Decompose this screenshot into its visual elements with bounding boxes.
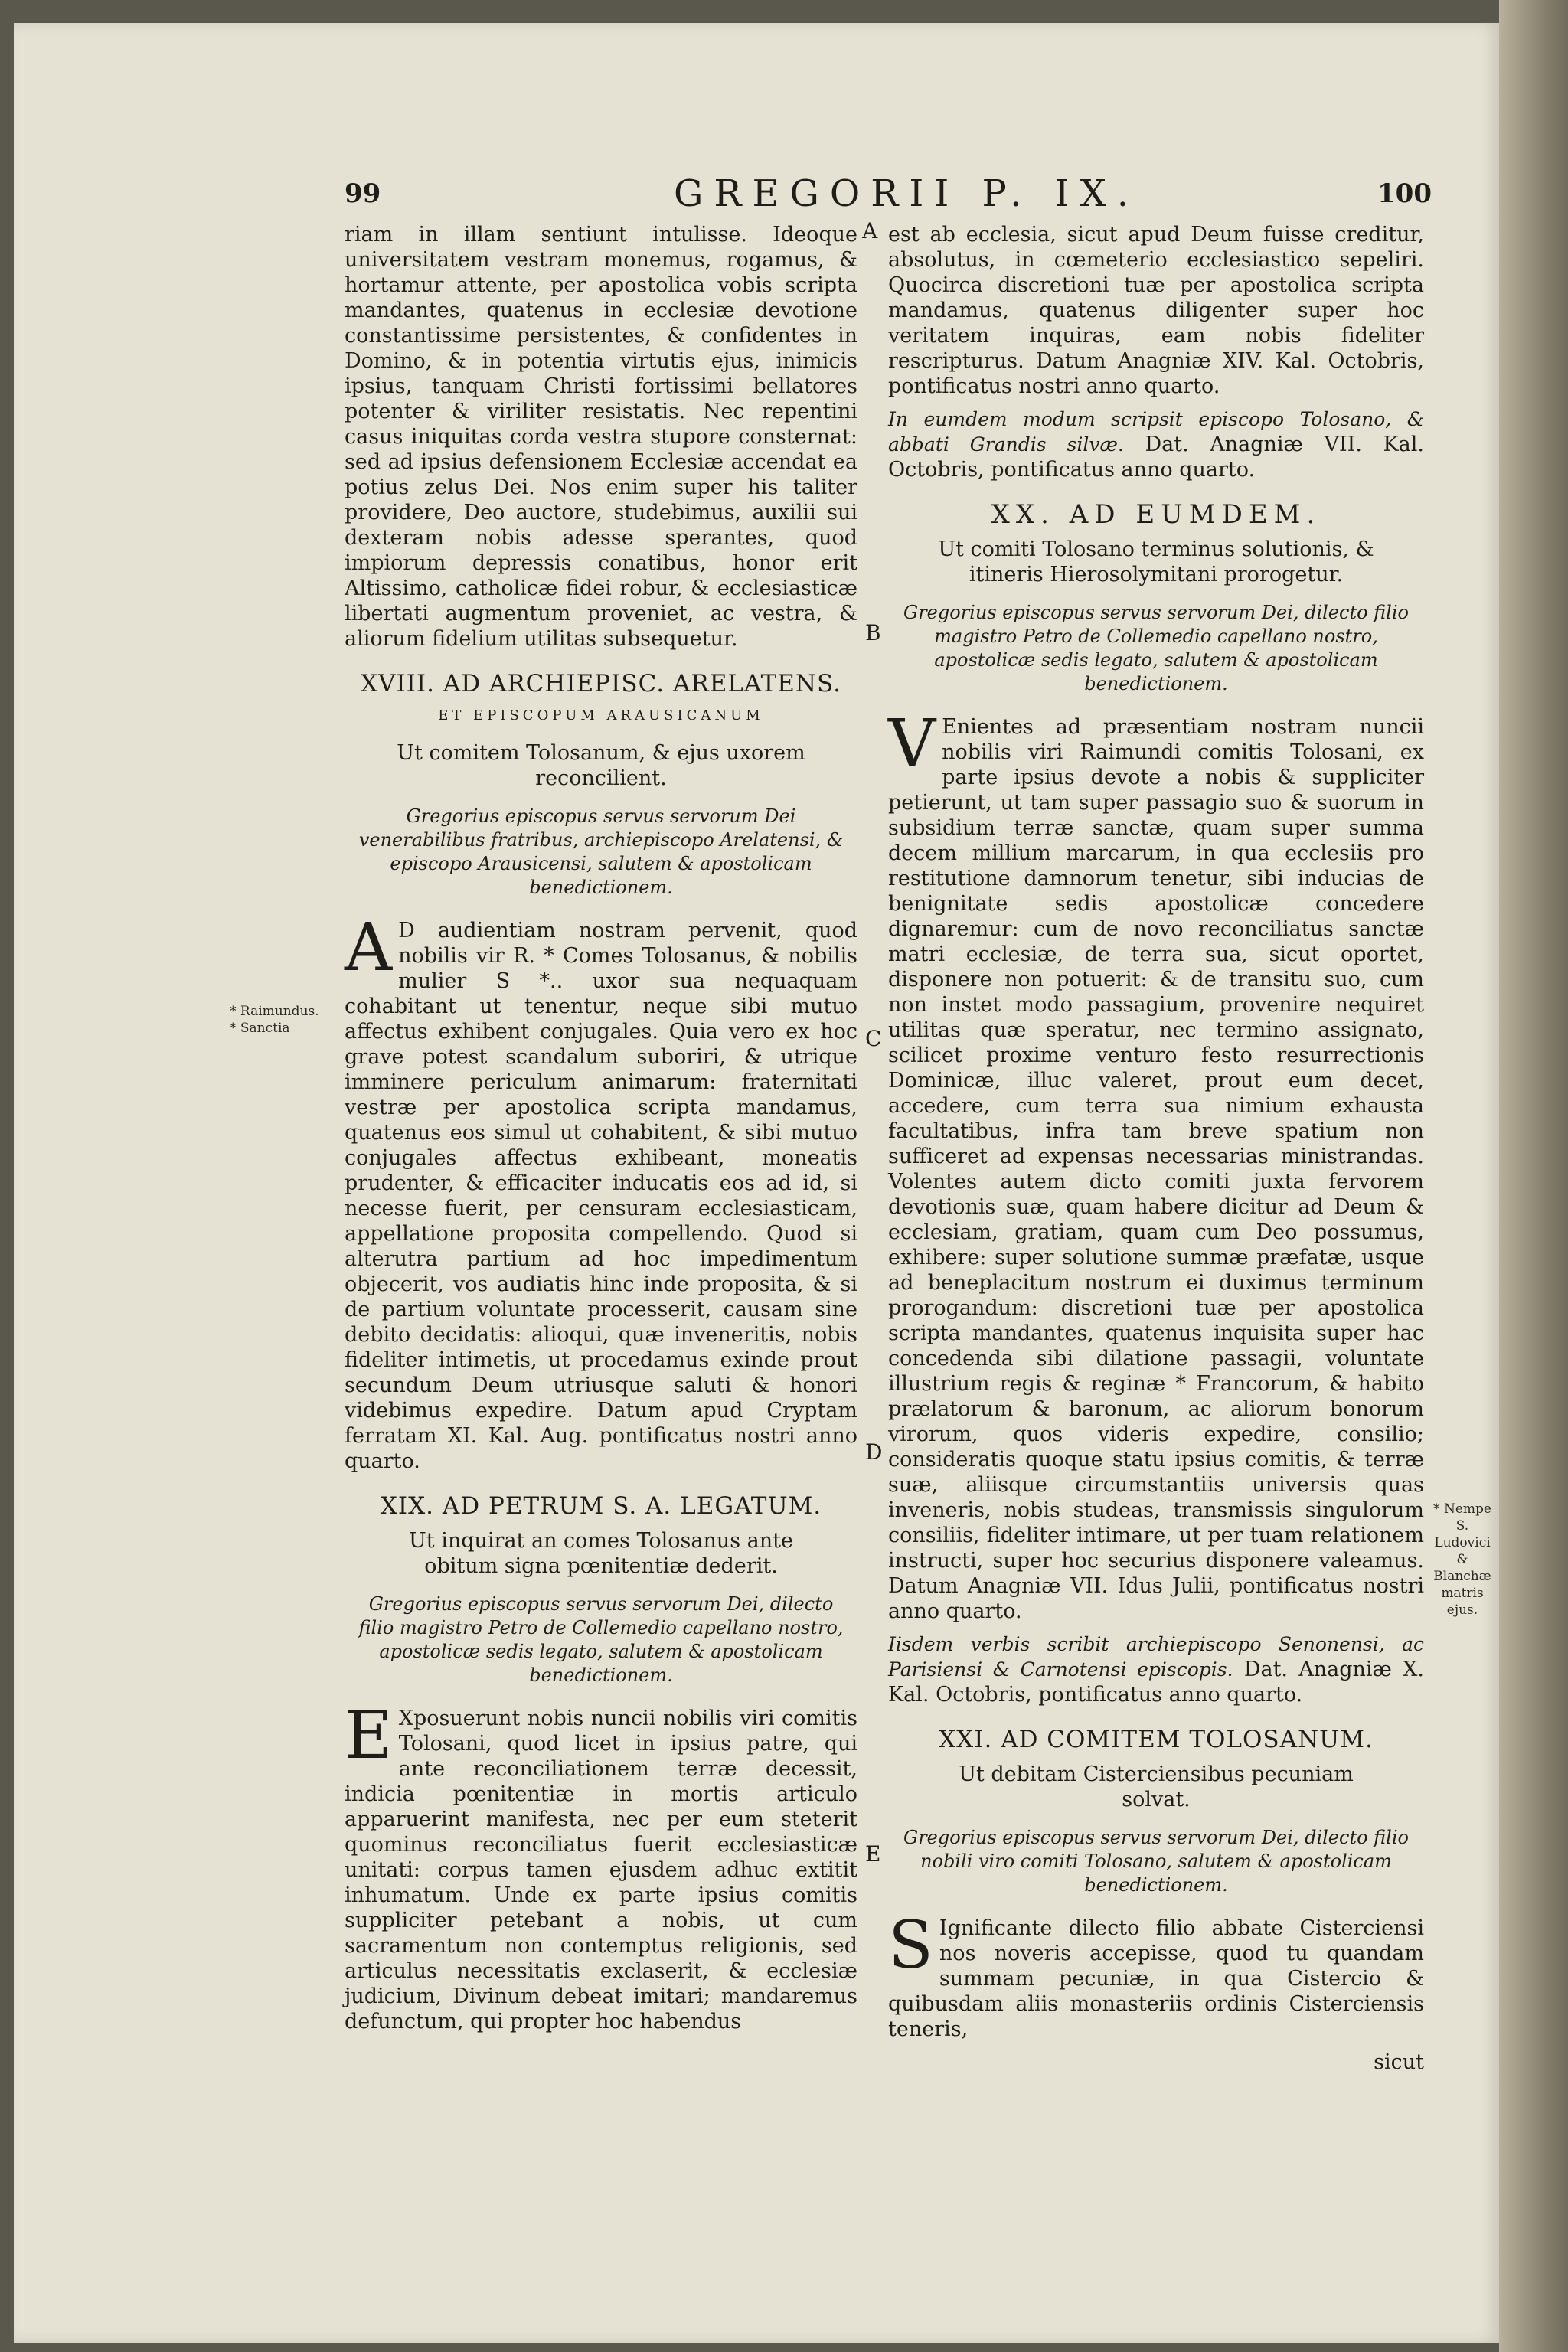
sec19-body (345, 1697, 858, 2034)
sec20-heading: XX. AD EUMDEM. (991, 499, 1321, 530)
sec18-body-text: D audientiam nostram pervenit, quod nobilis vir R. * Comes Tolosanus, & nobilis mulier S *.. uxor sua nequaquam cohabitant ut tenentur, neque sibi mutuo affectus exhibent conjugales. Quia vero ex hoc grave potest scandalum suboriri, & utrique imminere periculum animarum: fraternitati vestræ per apostolica scripta mandamus, quatenus eos simul ut cohabitent, & sibi mutuo conjugales affectus exhibeant, moneatis prudenter, & efficaciter inducatis eos ad id, si necesse fuerit, per censuram ecclesiasticam, appellatione proposita compellendo. Quod si alterutra partium ad hoc impedimentum objecerit, vos audiatis hinc inde proposita, & si de partium voluntate processerit, causam sine debito decidatis: alioqui, quæ inveneritis, nobis fideliter intimetis, ut procedamus exinde prout secundum Deum utriusque saluti & honori videbimus expedire. Datum apud Cryptam ferratam XI. Kal. Aug. pontificatus nostri anno quarto. (345, 919, 858, 1473)
sec18-summary: Ut comitem Tolosanum, & ejus uxorem reconcilient. (397, 741, 805, 790)
right-intro-italic: In eumdem modum scripsit episcopo Tolosano, & abbati Grandis silvæ. (888, 408, 1424, 456)
right-intro-tail: Dat. Anagniæ VII. Kal. Octobris, pontificatus anno quarto. (888, 433, 1424, 482)
sec21-body (888, 1907, 1424, 2042)
sec18-salutation: Gregorius episcopus servus servorum Dei venerabilibus fratribus, archiepiscopo Arelatensi, & episcopo Arausicensi, salutem & apostolicam benedictionem. (358, 805, 844, 898)
margin-note-raimundus: * Raimundus. (230, 1004, 319, 1019)
right-column (888, 222, 1424, 2075)
sec21-body-text: Ignificante dilecto filio abbate Cisterciensi nos noveris accepisse, quod tu quandam summam pecuniæ, in qua Cistercio & quibusdam aliis monasteriis ordinis Cisterciensis teneris, (888, 1916, 1424, 2041)
margin-note-sanctia: * Sanctia (230, 1021, 290, 1036)
sec20-tail-italic: Iisdem verbis scribit archiepiscopo Senonensi, ac Parisiensi & Carnotensi episcopis. (888, 1633, 1424, 1681)
sec19-heading: XIX. AD PETRUM S. A. LEGATUM. (380, 1492, 822, 1520)
sec18-heading: XVIII. AD ARCHIEPISC. ARELATENS. (360, 670, 842, 697)
sec18-body (345, 910, 858, 1474)
margin-note-left (230, 1003, 345, 1037)
right-intro-note (888, 407, 1424, 482)
sec19-salutation: Gregorius episcopus servus servorum Dei, dilecto filio magistro Petro de Collemedio capellano nostro, apostolicæ sedis legato, salutem & apostolicam benedictionem. (358, 1593, 844, 1686)
margin-note-right: * Nempe S. Ludovici & Blanchæ matris ejus. (1433, 1501, 1491, 1618)
sec21-heading: XXI. AD COMITEM TOLOSANUM. (939, 1726, 1374, 1753)
sec20-salutation: Gregorius episcopus servus servorum Dei, dilecto filio magistro Petro de Collemedio capellano nostro, apostolicæ sedis legato, salutem & apostolicam benedictionem. (903, 602, 1409, 694)
sec19-dropcap: E (345, 1697, 393, 1774)
sec19-summary: Ut inquirat an comes Tolosanus ante obitum signa pœnitentiæ dederit. (409, 1529, 793, 1578)
left-column (345, 222, 858, 2042)
sec19-body-text: Xposuerunt nobis nuncii nobilis viri comitis Tolosani, quod licet in ipsius patre, qui ante reconciliationem terræ decessit, indicia pœnitentiæ in mortis articulo apparuerint manifesta, nec per eum steterit quominus reconciliatus fuerit ecclesiasticæ unitati: corpus tamen ejusdem adhuc extitit inhumatum. Unde ex parte ipsius comitis suppliciter petebant a nobis, ut cum sacramentum non contemptus religionis, sed articulus necessitatis exclaserit, & ecclesiæ judicium, Divinum debeat imitari; mandaremus defunctum, qui propter hoc habendus (345, 1707, 858, 2034)
section-mark-e: E (865, 1841, 881, 1867)
sec20-body (888, 706, 1424, 1624)
folio-left: 99 (345, 178, 381, 209)
catchword: sicut (1374, 2050, 1424, 2074)
section-mark-b: B (865, 620, 881, 645)
right-intro-paragraph: est ab ecclesia, sicut apud Deum fuisse creditur, absolutus, in cœmeterio ecclesiastico sepeliri. Quocirca discretioni tuæ per apostolica scripta mandamus, quatenus diligenter super hoc veritatem inquiras, eam nobis fideliter rescripturus. Datum Anagniæ XIV. Kal. Octobris, pontificatus nostri anno quarto. (888, 223, 1424, 398)
folio-right: 100 (1377, 178, 1432, 209)
sec20-summary: Ut comiti Tolosano terminus solutionis, & itineris Hierosolymitani prorogetur. (938, 537, 1374, 586)
sec20-dropcap: V (888, 706, 936, 782)
sec18-subheading: ET EPISCOPUM ARAUSICANUM (438, 707, 764, 724)
sec21-dropcap: S (888, 1907, 933, 1984)
sec18-dropcap: A (345, 910, 393, 986)
section-mark-a: A (862, 218, 878, 243)
page-edge (1499, 0, 1568, 2352)
sec21-summary: Ut debitam Cisterciensibus pecuniam solvat. (959, 1762, 1354, 1811)
left-intro-paragraph: riam in illam sentiunt intulisse. Ideoque universitatem vestram monemus, rogamus, & hortamur attente, per apostolica vobis scripta mandantes, quatenus in ecclesiæ devotione constantissime persistentes, & confidentes in Domino, & in potentia virtutis ejus, inimicis ipsius, tanquam Christi fortissimi bellatores potenter & viriliter resistatis. Nec repentini casus iniquitas corda vestra stupore consternat: sed ad ipsius defensionem Ecclesiæ accendat ea potius zelus Dei. Nos enim super his taliter providere, Deo auctore, studebimus, auxilii sui dexteram nobis adesse sperantes, quod impiorum depressis conatibus, honor erit Altissimo, catholicæ fidei robur, & ecclesiasticæ libertati augmentum proveniet, ac vestra, & aliorum fidelium utilitas subsequetur. (345, 223, 858, 651)
sec21-salutation: Gregorius episcopus servus servorum Dei, dilecto filio nobili viro comiti Tolosano, salutem & apostolicam benedictionem. (903, 1827, 1409, 1896)
sec20-tail: Dat. Anagniæ X. Kal. Octobris, pontificatus anno quarto. (888, 1658, 1424, 1707)
sec20-body-text: Enientes ad præsentiam nostram nuncii nobilis viri Raimundi comitis Tolosani, ex parte ipsius devote a nobis & suppliciter petierunt, ut tam super passagio suo & suorum in subsidium terræ sanctæ, quam super summa decem millium marcarum, in qua ecclesiis pro restitutione damnorum tenetur, sibi inducias de benignitate sedis apostolicæ concedere dignaremur: cum de novo reconciliatus sanctæ matri ecclesiæ, de terra sua, sicut oportet, disponere non potuerit: & de transitu suo, cum non instet modo passagium, provenire nequiret utilitas quæ speratur, nec termino assignato, scilicet proxime venturo festo resurrectionis Dominicæ, illuc valeret, prout eum decet, accedere, cum terra sua nimium exhausta facultatibus, infra tam breve spatium non sufficeret ad expensas necessarias ministrandas. Volentes autem dicto comiti juxta fervorem devotionis suæ, quam habere dicitur ad Deum & ecclesiam, gratiam, quam cum Deo possumus, exhibere: super solutione summæ præfatæ, usque ad beneplacitum nostrum ei duximus terminum prorogandum: discretioni tuæ per apostolica scripta mandantes, quatenus inquisita super hac concedenda sibi dilatione passagii, voluntate illustrium regis & reginæ * Francorum, & habito prælatorum & baronum, ac aliorum bonorum virorum, quos videris expedire, consilio; consideratis quoque statu ipsius comitis, & terræ suæ, aliisque circumstantiis universis quas inveneris, nobis studeas, transmissis singulorum consiliis, fideliter intimare, ut per tuam relationem instructi, super hoc securius disponere valeamus. Datum Anagniæ VII. Idus Julii, pontificatus nostri anno quarto. (888, 715, 1424, 1623)
sec20-tail-note (888, 1632, 1424, 1707)
running-title: GREGORII P. IX. (674, 172, 1140, 215)
section-mark-c: C (865, 1026, 882, 1051)
running-header (337, 172, 1432, 218)
section-mark-d: D (865, 1439, 883, 1465)
